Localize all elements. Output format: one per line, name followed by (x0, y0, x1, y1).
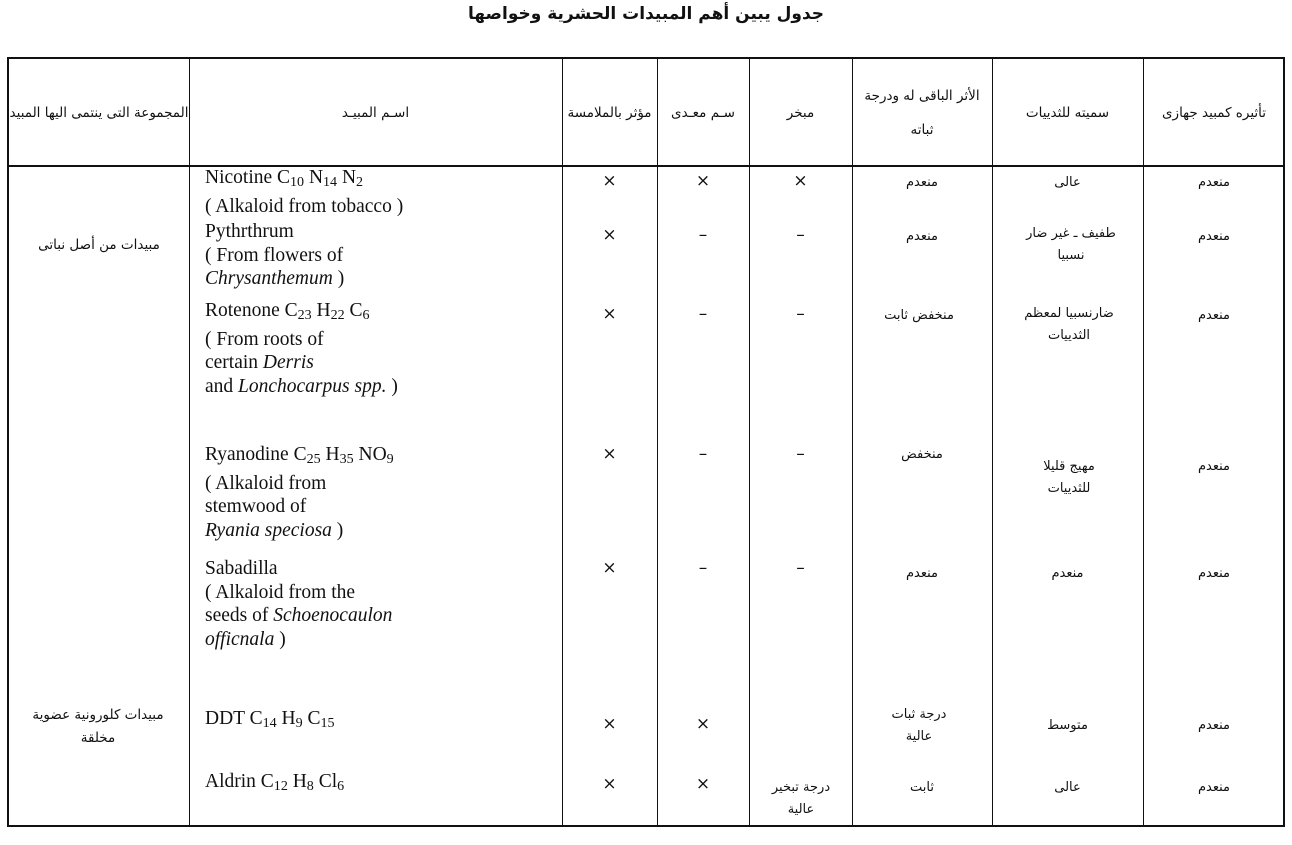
contact-mark: × (602, 714, 617, 734)
group-plant-origin: مبيدات من أصل نباتى (38, 237, 160, 253)
header-mammal-toxicity: سميته للثدييات (1025, 105, 1110, 121)
column-divider (189, 59, 190, 825)
toxicity-value: متوسط (1047, 718, 1088, 733)
fumigant-mark: – (796, 558, 805, 578)
stomach-mark: × (695, 774, 711, 794)
stomach-mark: × (695, 171, 711, 191)
header-group: المجموعة التى ينتمى اليها المبيد (9, 105, 189, 121)
toxicity-value: عالى (1054, 780, 1081, 795)
toxicity-value: عالى (1054, 175, 1081, 190)
header-stomach: سـم معـدى (671, 105, 735, 121)
header-residual: الأثر الباقى له ودرجة ثباته (864, 88, 980, 138)
pesticide-name: DDT $C_{14}$ $H_9$ $C_{15}$ (205, 708, 335, 731)
stomach-mark: × (695, 714, 711, 734)
toxicity-value: طفيف ـ غير ضار نسبيا (1026, 226, 1116, 263)
stomach-mark: – (698, 444, 708, 464)
fumigant-mark: – (796, 304, 805, 324)
residual-value: درجة ثبات عالية (891, 707, 947, 744)
fumigant-mark: – (796, 444, 805, 464)
toxicity-value: مهيج قليلا للثدييات (1043, 459, 1095, 496)
pesticide-name: Rotenone $C_{23}$ $H_{22}$ $C_6$ ( From roots of certain Derris and Lonchocarpus spp. ) (205, 300, 398, 397)
systemic-value: منعدم (1197, 780, 1231, 795)
pesticide-name: Sabadilla ( Alkaloid from the seeds of Schoenocaulon officnala ) (205, 558, 393, 650)
residual-value: ثابت (910, 780, 934, 795)
toxicity-value: منعدم (1051, 566, 1084, 581)
header-fumigant: مبخر (786, 105, 815, 121)
pesticide-name: Pythrthrum ( From flowers of Chrysanthemum ) (205, 221, 345, 289)
pesticide-name: Aldrin $C_{12}$ $H_8$ $Cl_6$ (205, 771, 345, 794)
residual-value: منعدم (905, 229, 939, 244)
insecticides-table (7, 57, 1285, 827)
residual-value: منخفض ثابت (884, 308, 954, 323)
systemic-value: منعدم (1197, 566, 1231, 581)
systemic-value: منعدم (1197, 229, 1231, 244)
systemic-value: منعدم (1197, 459, 1231, 474)
contact-mark: × (602, 304, 617, 324)
group-organochlorine: مبيدات كلورونية عضوية مخلقة (32, 707, 164, 746)
toxicity-value: ضارنسبيا لمعظم الثدييات (1024, 306, 1114, 343)
contact-mark: × (602, 171, 617, 191)
contact-mark: × (602, 774, 617, 794)
stomach-mark: – (698, 304, 708, 324)
stomach-mark: – (698, 558, 708, 578)
systemic-value: منعدم (1197, 718, 1231, 733)
header-divider (9, 165, 1283, 167)
systemic-value: منعدم (1197, 308, 1231, 323)
residual-value: منعدم (905, 566, 939, 581)
table-title: جدول يبين أهم المبيدات الحشرية وخواصها (467, 4, 825, 24)
stomach-mark: – (698, 225, 708, 245)
systemic-value: منعدم (1197, 175, 1231, 190)
fumigant-value: درجة تبخير عالية (771, 780, 831, 817)
pesticide-name: Ryanodine $C_{25}$ $H_{35}$ $NO_9$ ( Alkaloid from stemwood of Ryania speciosa ) (205, 444, 394, 541)
pesticide-name: Nicotine $C_{10}$ $N_{14}$ $N_2$ ( Alkaloid from tobacco ) (205, 167, 404, 217)
contact-mark: × (602, 444, 617, 464)
header-systemic: تأثيره كمبيد جهازى (1161, 105, 1267, 121)
residual-value: منعدم (905, 175, 939, 190)
residual-value: منخفض (901, 447, 943, 462)
header-contact: مؤثر بالملامسة (567, 105, 652, 121)
header-name: اسـم المبيـد (341, 105, 410, 121)
contact-mark: × (602, 558, 617, 578)
fumigant-mark: – (796, 225, 805, 245)
contact-mark: × (602, 225, 617, 245)
fumigant-mark: × (793, 171, 808, 191)
